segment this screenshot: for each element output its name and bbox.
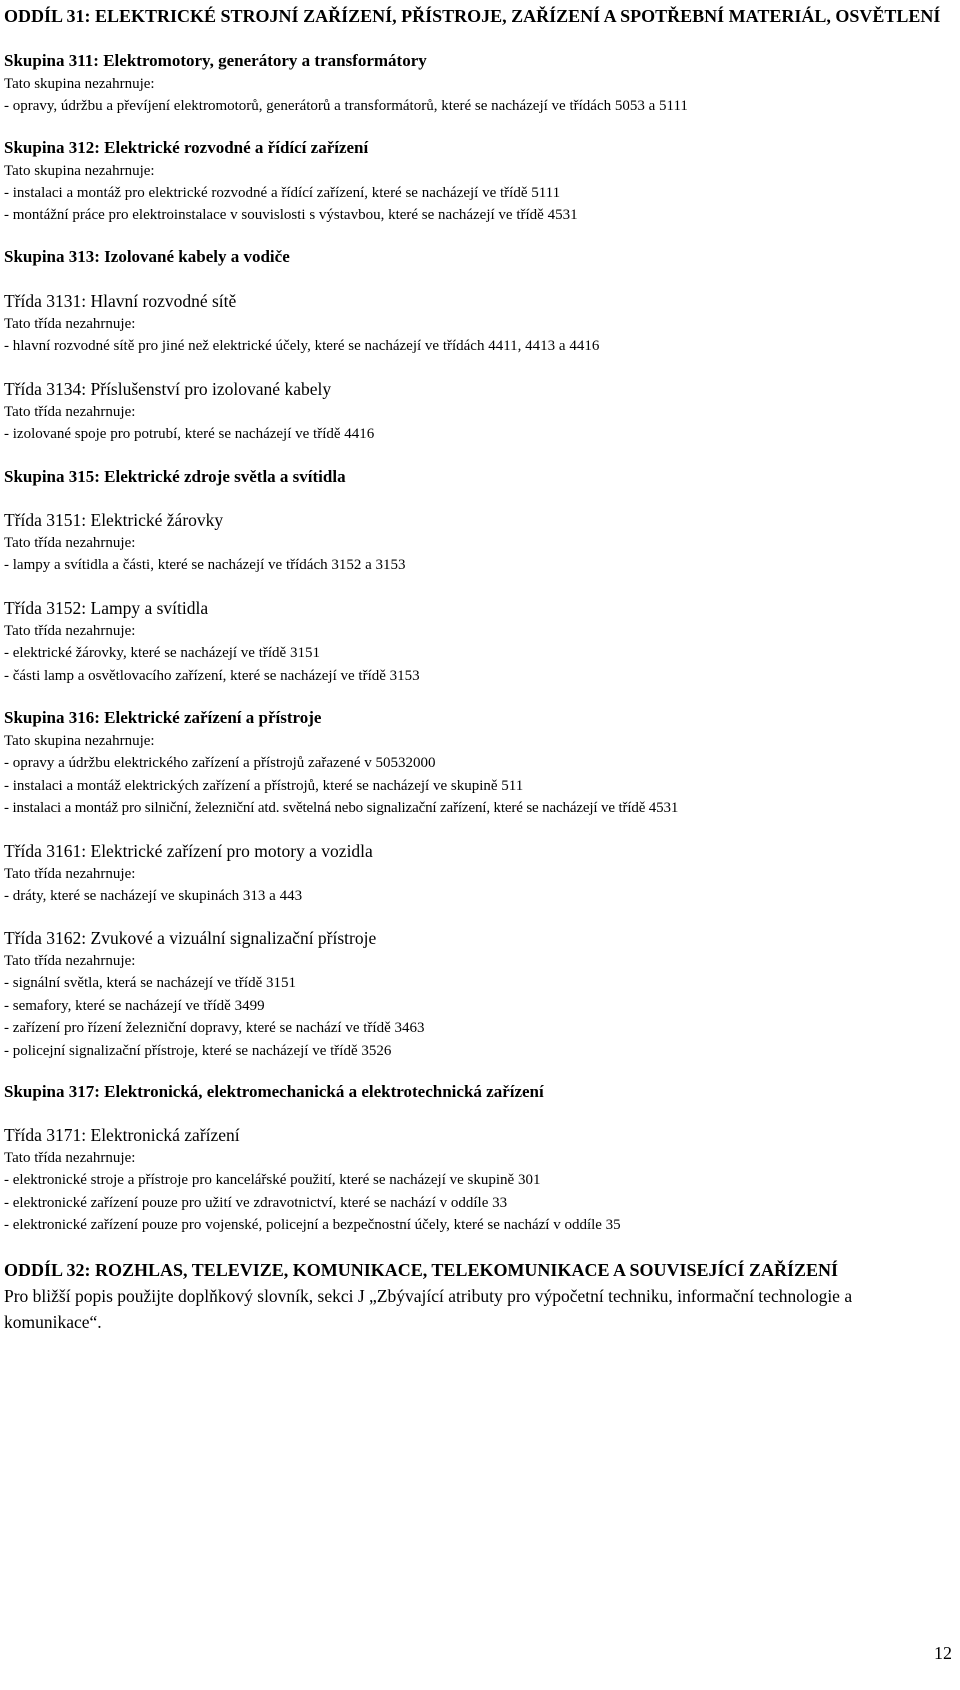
exclusion-note: Tato třída nezahrnuje:	[4, 623, 136, 639]
class-title: Třída 3152: Lampy a svítidla	[4, 598, 209, 618]
exclusion-note: Tato třída nezahrnuje:	[4, 404, 136, 420]
class-3134	[4, 377, 954, 446]
list-item: - montážní práce pro elektroinstalace v souvislosti s výstavbou, které se nacházejí ve třídě 4531	[4, 207, 578, 223]
list-item: - signální světla, která se nacházejí ve třídě 3151	[4, 975, 296, 991]
class-3151	[4, 508, 954, 577]
exclusion-note: Tato třída nezahrnuje:	[4, 534, 136, 551]
list-item: - izolované spoje pro potrubí, které se nacházejí ve třídě 4416	[4, 426, 375, 442]
class-3152	[4, 596, 954, 687]
list-item: - části lamp a osvětlovacího zařízení, které se nacházejí ve třídě 3153	[4, 667, 420, 684]
list-item: - elektronické zařízení pouze pro vojenské, policejní a bezpečnostní účely, které se nachází v oddíle 35	[4, 1217, 621, 1233]
exclusion-note: Tato třída nezahrnuje:	[4, 315, 136, 332]
group-316	[4, 706, 954, 820]
group-312	[4, 136, 954, 227]
class-3162	[4, 926, 954, 1062]
section-32	[4, 1257, 954, 1335]
exclusion-note: Tato třída nezahrnuje:	[4, 1150, 136, 1166]
page-number: 12	[934, 1643, 952, 1663]
group-313	[4, 245, 954, 269]
group-title: Skupina 316: Elektrické zařízení a přístroje	[4, 708, 322, 727]
class-3161	[4, 839, 954, 908]
class-title: Třída 3131: Hlavní rozvodné sítě	[4, 290, 237, 311]
class-title: Třída 3171: Elektronická zařízení	[4, 1125, 240, 1145]
group-title: Skupina 315: Elektrické zdroje světla a svítidla	[4, 466, 346, 486]
class-3171	[4, 1123, 954, 1237]
list-item: - semafory, které se nacházejí ve třídě 3499	[4, 997, 265, 1014]
group-317	[4, 1080, 954, 1104]
exclusion-note: Tato skupina nezahrnuje:	[4, 733, 155, 749]
list-item: - zařízení pro řízení železniční dopravy, které se nachází ve třídě 3463	[4, 1020, 425, 1036]
list-item: - opravy a údržbu elektrického zařízení a přístrojů zařazené v 50532000	[4, 755, 436, 771]
group-title: Skupina 317: Elektronická, elektromechanická a elektrotechnická zařízení	[4, 1082, 544, 1101]
exclusion-note: Tato skupina nezahrnuje:	[4, 162, 155, 179]
group-311	[4, 49, 954, 118]
class-title: Třída 3151: Elektrické žárovky	[4, 509, 224, 530]
group-315	[4, 465, 954, 489]
section-32-paragraph: Pro bližší popis použijte doplňkový slovník, sekci J „Zbývající atributy pro výpočetní techniku, informační technologie a komunikace“.	[4, 1285, 853, 1332]
class-title: Třída 3134: Příslušenství pro izolované kabely	[4, 379, 332, 399]
list-item: - instalaci a montáž pro elektrické rozvodné a řídící zařízení, které se nacházejí ve třídě 5111	[4, 184, 561, 201]
list-item: - opravy, údržbu a převíjení elektromotorů, generátorů a transformátorů, které se nacházejí ve třídách 5053 a 5111	[4, 98, 688, 114]
list-item: - instalaci a montáž pro silniční, železniční atd. světelná nebo signalizační zařízení, které se nacházejí ve třídě 4531	[4, 800, 679, 816]
class-title: Třída 3161: Elektrické zařízení pro motory a vozidla	[4, 840, 373, 861]
list-item: - hlavní rozvodné sítě pro jiné než elektrické účely, které se nacházejí ve třídách 4411, 4413 a 4416	[4, 337, 600, 354]
list-item: - instalaci a montáž elektrických zařízení a přístrojů, které se nacházejí ve skupině 511	[4, 777, 524, 794]
group-title: Skupina 313: Izolované kabely a vodiče	[4, 246, 290, 266]
list-item: - elektrické žárovky, které se nacházejí ve třídě 3151	[4, 645, 320, 661]
list-item: - dráty, které se nacházejí ve skupinách 313 a 443	[4, 887, 303, 904]
list-item: - elektronické zařízení pouze pro užití ve zdravotnictví, které se nachází v oddíle 33	[4, 1194, 508, 1211]
group-title: Skupina 311: Elektromotory, generátory a transformátory	[4, 51, 427, 70]
list-item: - elektronické stroje a přístroje pro kancelářské použití, které se nacházejí ve skupině 301	[4, 1172, 541, 1188]
class-title: Třída 3162: Zvukové a vizuální signalizační přístroje	[4, 928, 377, 948]
exclusion-note: Tato skupina nezahrnuje:	[4, 76, 155, 92]
exclusion-note: Tato třída nezahrnuje:	[4, 953, 136, 969]
section-31-title: ODDÍL 31: ELEKTRICKÉ STROJNÍ ZAŘÍZENÍ, PŘÍSTROJE, ZAŘÍZENÍ A SPOTŘEBNÍ MATERIÁL, OSVĚTLENÍ	[4, 6, 941, 26]
group-title: Skupina 312: Elektrické rozvodné a řídící zařízení	[4, 137, 369, 157]
list-item: - policejní signalizační přístroje, které se nacházejí ve třídě 3526	[4, 1042, 392, 1059]
section-32-title: ODDÍL 32: ROZHLAS, TELEVIZE, KOMUNIKACE, TELEKOMUNIKACE A SOUVISEJÍCÍ ZAŘÍZENÍ	[4, 1259, 839, 1280]
class-3131	[4, 289, 954, 358]
exclusion-note: Tato třída nezahrnuje:	[4, 865, 136, 882]
document-page	[4, 3, 954, 1335]
list-item: - lampy a svítidla a části, které se nacházejí ve třídách 3152 a 3153	[4, 556, 406, 573]
